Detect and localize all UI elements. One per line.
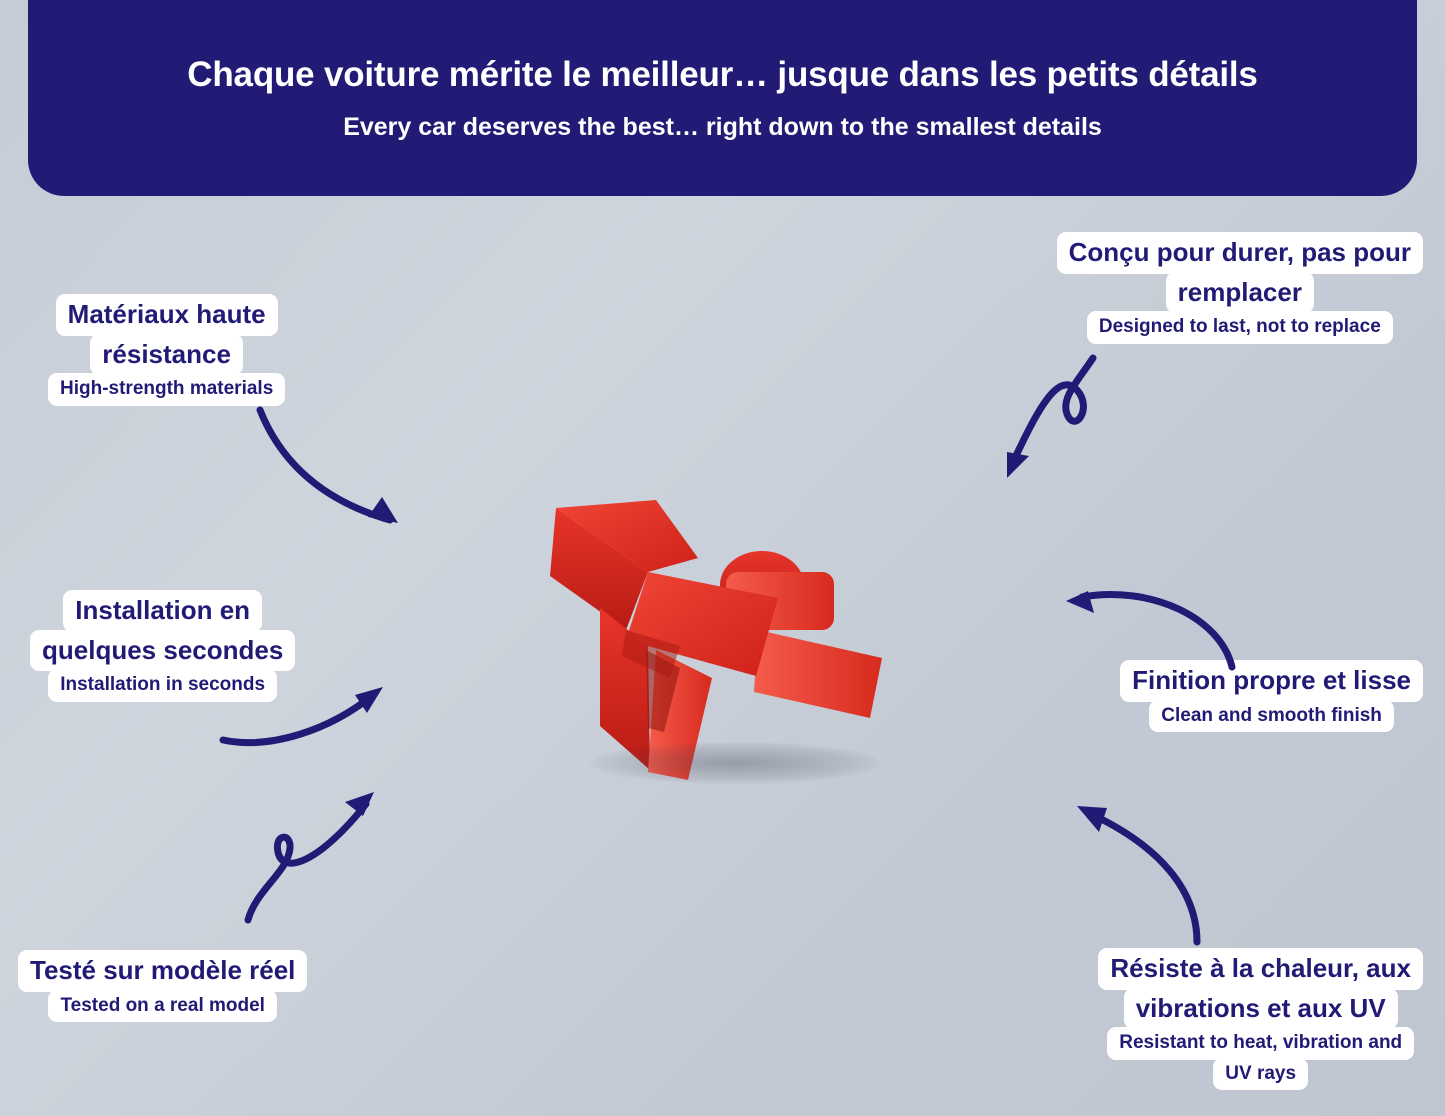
callout-finish-fr: Finition propre et lisse <box>1120 660 1423 702</box>
callout-installation <box>30 590 295 702</box>
callout-resistant-en-line-1: Resistant to heat, vibration and <box>1107 1027 1414 1060</box>
callout-installation-fr-line-1: Installation en <box>63 590 262 632</box>
callout-installation-fr-line-2: quelques secondes <box>30 630 295 672</box>
callout-tested-fr: Testé sur modèle réel <box>18 950 307 992</box>
callout-durable <box>1057 232 1423 344</box>
header-banner <box>28 0 1417 196</box>
callout-durable-fr-line-1: Conçu pour durer, pas pour <box>1057 232 1423 274</box>
callout-materials-fr-line-2: résistance <box>90 334 243 376</box>
callout-materials-fr-line-1: Matériaux haute <box>56 294 278 336</box>
arrow-tested-icon <box>230 780 405 930</box>
callout-resistant <box>1098 948 1423 1090</box>
callout-materials-en: High-strength materials <box>48 373 285 406</box>
callout-finish <box>1120 660 1423 732</box>
callout-installation-en: Installation in seconds <box>48 669 277 702</box>
callout-resistant-fr-line-2: vibrations et aux UV <box>1124 988 1398 1030</box>
arrow-materials-icon <box>250 405 440 550</box>
product-shadow <box>590 742 880 784</box>
arrow-durable-icon <box>985 350 1155 500</box>
callout-tested <box>18 950 307 1022</box>
arrow-resistant-icon <box>1055 790 1215 950</box>
callout-tested-en: Tested on a real model <box>48 990 276 1023</box>
callout-resistant-fr-line-1: Résiste à la chaleur, aux <box>1098 948 1423 990</box>
callout-materials <box>48 294 285 406</box>
page-subtitle: Every car deserves the best… right down to the smallest details <box>343 112 1102 141</box>
callout-resistant-en-line-2: UV rays <box>1213 1058 1308 1091</box>
page-title: Chaque voiture mérite le meilleur… jusque dans les petits détails <box>187 54 1258 94</box>
product-image <box>530 480 910 820</box>
callout-durable-fr-line-2: remplacer <box>1166 272 1314 314</box>
callout-finish-en: Clean and smooth finish <box>1149 700 1394 733</box>
callout-durable-en: Designed to last, not to replace <box>1087 311 1393 344</box>
